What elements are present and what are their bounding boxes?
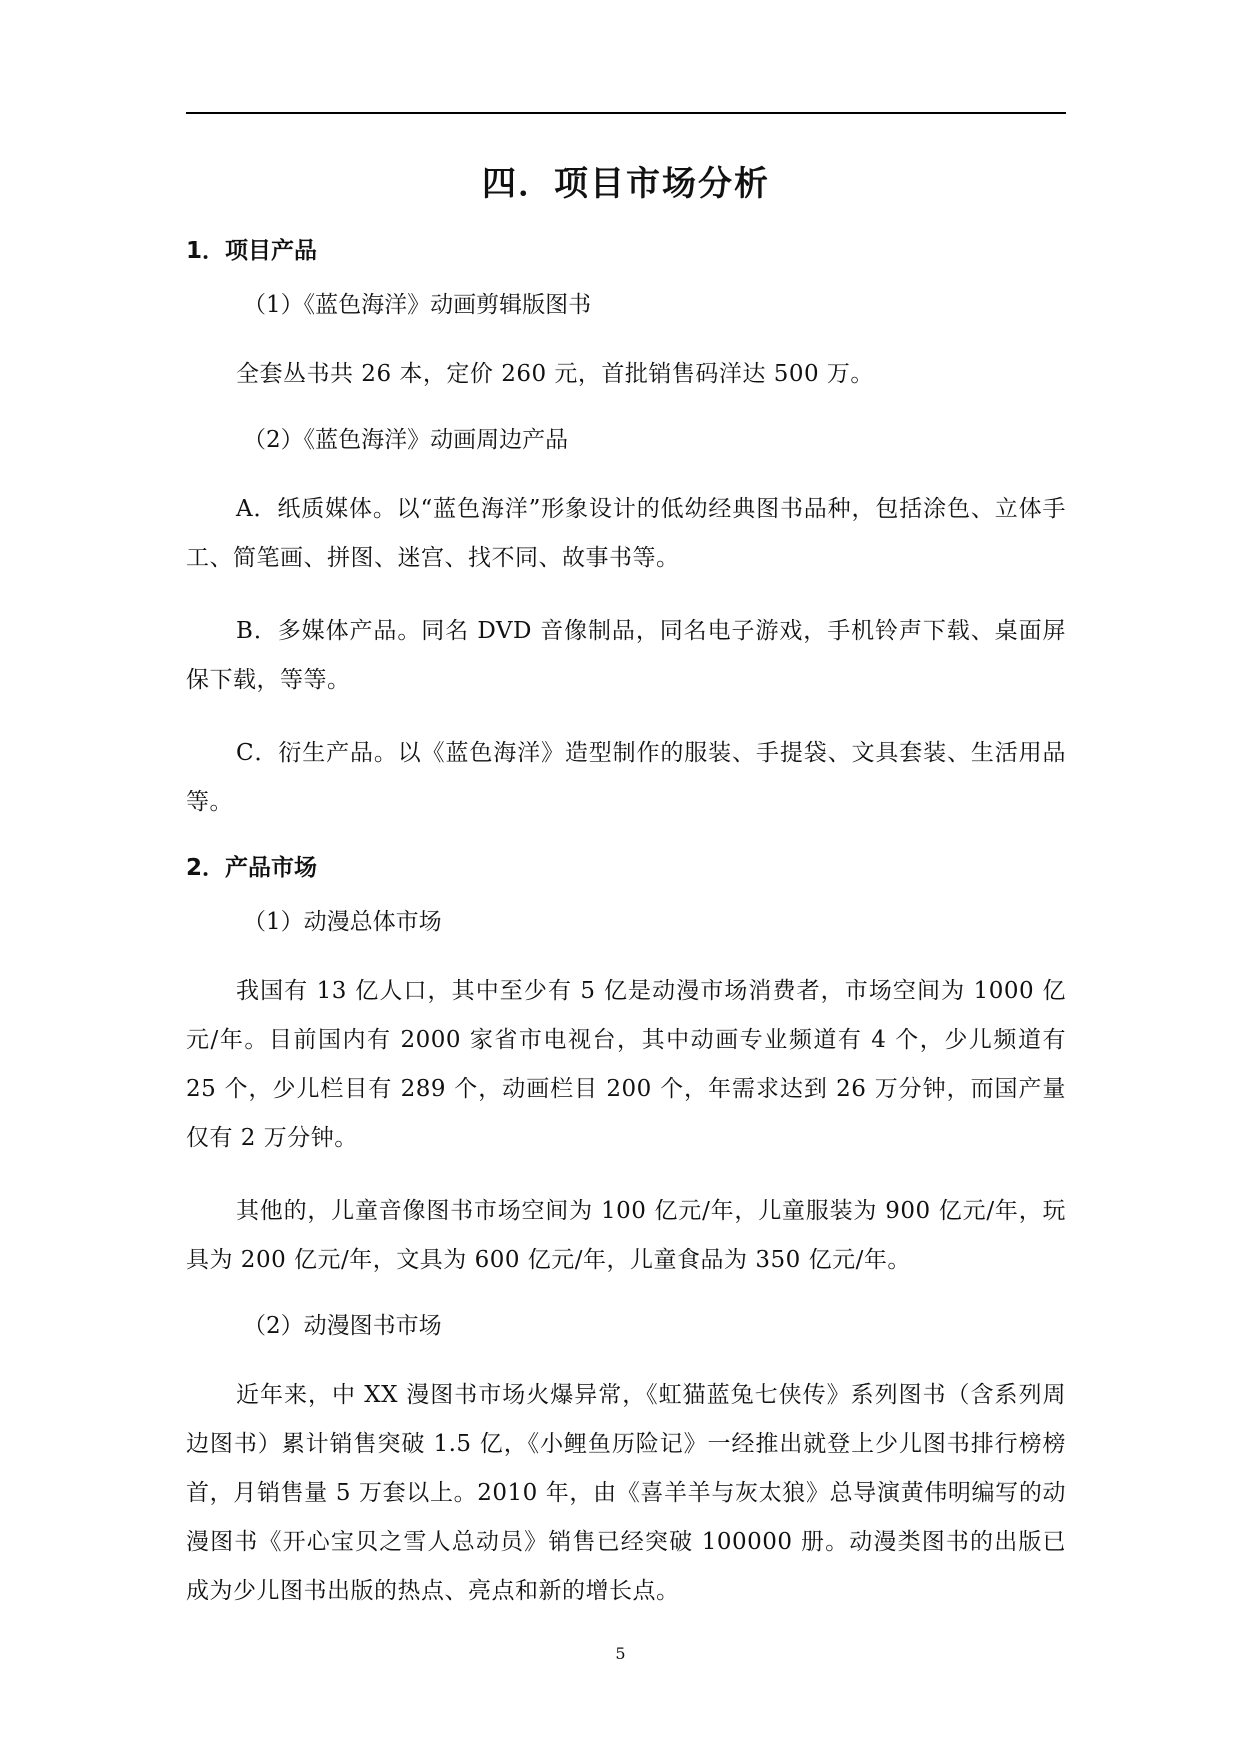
paragraph-comic-book-market: 近年来，中 XX 漫图书市场火爆异常，《虹猫蓝兔七侠传》系列图书（含系列周边图书）累计销售突破 1.5 亿，《小鲤鱼历险记》一经推出就登上少儿图书排行榜榜首，月销售量 5 万套以上。2010 年，由《喜羊羊与灰太狼》总导演黄伟明编写的动漫图书《开心宝贝之雪人总动员》销售已经突破 100000 册。动漫类图书的出版已成为少儿图书出版的热点、亮点和新的增长点。	[186, 1382, 1066, 1604]
paragraph-paper-media: A．纸质媒体。以“蓝色海洋”形象设计的低幼经典图书品种，包括涂色、立体手工、简笔画、拼图、迷宫、找不同、故事书等。	[186, 496, 1066, 571]
subheading-book: （1）《蓝色海洋》动画剪辑版图书	[243, 292, 592, 318]
page-content	[186, 160, 1066, 1640]
paragraph-multimedia-products: B．多媒体产品。同名 DVD 音像制品，同名电子游戏，手机铃声下载、桌面屏保下载，等等。	[186, 618, 1066, 693]
paragraph-market-size: 我国有 13 亿人口，其中至少有 5 亿是动漫市场消费者，市场空间为 1000 亿元/年。目前国内有 2000 家省市电视台，其中动画专业频道有 4 个，少儿频道有 25 个，少儿栏目有 289 个，动画栏目 200 个，年需求达到 26 万分钟，而国产量仅有 2 万分钟。	[186, 978, 1066, 1151]
subheading-comic-book-market: （2）动漫图书市场	[243, 1313, 442, 1339]
subheading-peripheral-products: （2）《蓝色海洋》动画周边产品	[243, 427, 569, 453]
header-rule	[186, 112, 1066, 114]
subheading-overall-market: （1）动漫总体市场	[243, 909, 442, 935]
chapter-title: 四．项目市场分析	[482, 164, 770, 204]
page-number: 5	[615, 1644, 626, 1663]
paragraph-other-markets: 其他的，儿童音像图书市场空间为 100 亿元/年，儿童服装为 900 亿元/年，玩具为 200 亿元/年，文具为 600 亿元/年，儿童食品为 350 亿元/年。	[186, 1198, 1066, 1273]
section-heading-project-products: 1．项目产品	[186, 238, 318, 264]
paragraph-derivative-products: C．衍生产品。以《蓝色海洋》造型制作的服装、手提袋、文具套装、生活用品等。	[186, 740, 1066, 815]
paragraph-book-set: 全套丛书共 26 本，定价 260 元，首批销售码洋达 500 万。	[236, 361, 874, 387]
section-heading-product-market: 2．产品市场	[186, 855, 318, 881]
